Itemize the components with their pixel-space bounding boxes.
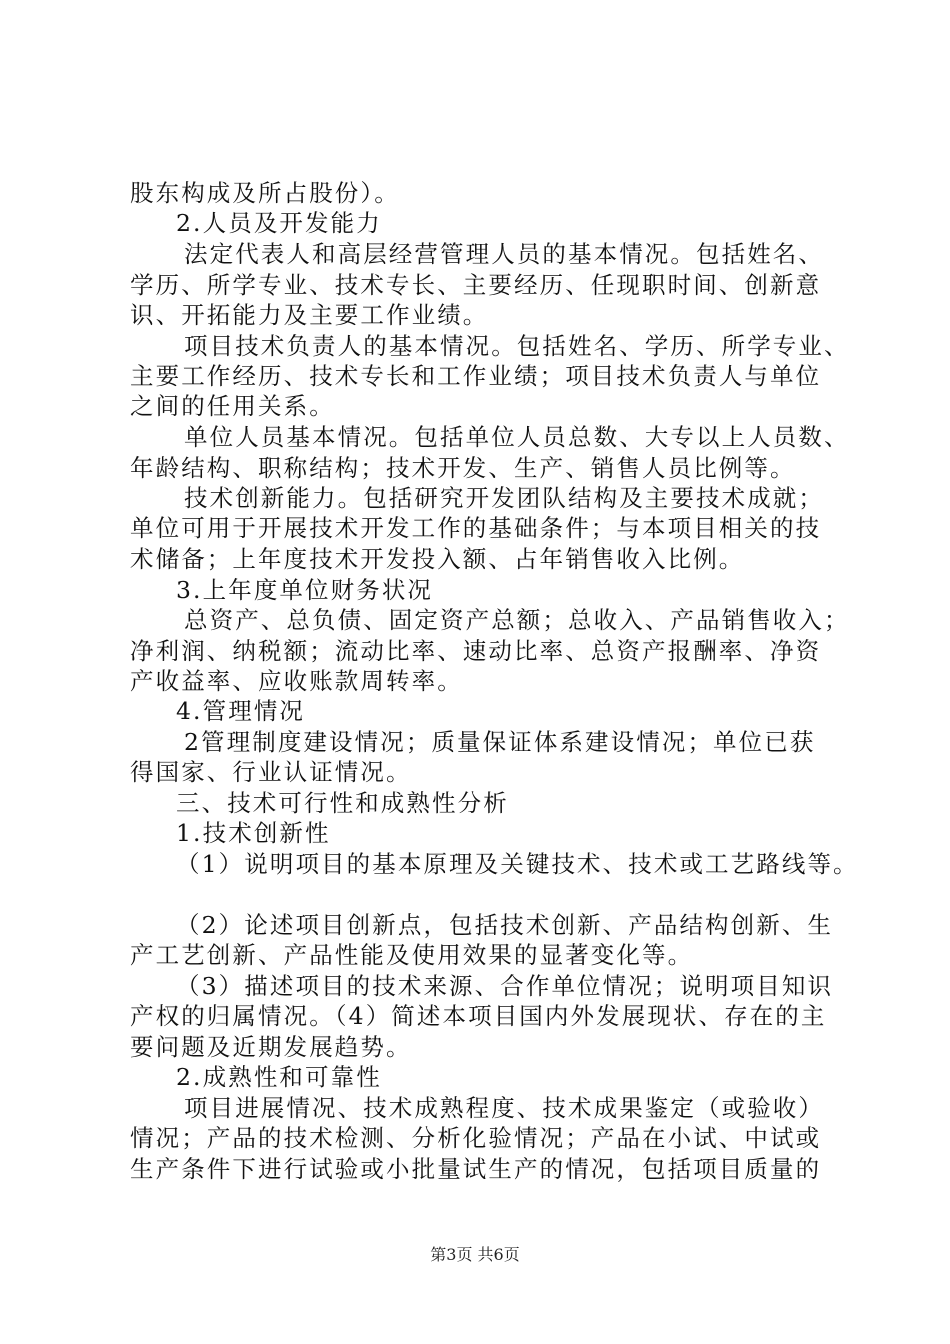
section-heading: 4.管理情况 (176, 697, 306, 725)
text-line: 之间的任用关系。 (130, 392, 335, 420)
text-line: 产收益率、应收账款周转率。 (130, 667, 463, 695)
page-number-footer: 第3页 共6页 (430, 1245, 520, 1264)
text-line: （1）说明项目的基本原理及关键技术、技术或工艺路线等。 (176, 850, 859, 878)
section-heading: 1.技术创新性 (176, 819, 331, 847)
text-line: 技术创新能力。包括研究开发团队结构及主要技术成就； (184, 484, 824, 512)
text-line: 术储备；上年度技术开发投入额、占年销售收入比例。 (130, 545, 745, 573)
text-line: 得国家、行业认证情况。 (130, 758, 412, 786)
text-line: 单位人员基本情况。包括单位人员总数、大专以上人员数、 (184, 423, 850, 451)
text-line: 净利润、纳税额；流动比率、速动比率、总资产报酬率、净资 (130, 637, 822, 665)
text-line: 要问题及近期发展趋势。 (130, 1033, 412, 1061)
section-heading: 2.人员及开发能力 (176, 209, 382, 237)
text-line: 年龄结构、职称结构；技术开发、生产、销售人员比例等。 (130, 454, 796, 482)
text-line: （3）描述项目的技术来源、合作单位情况；说明项目知识 (176, 972, 834, 1000)
text-line: （2）论述项目创新点，包括技术创新、产品结构创新、生 (176, 911, 834, 939)
text-line: 单位可用于开展技术开发工作的基础条件；与本项目相关的技 (130, 514, 822, 542)
text-line: 产工艺创新、产品性能及使用效果的显著变化等。 (130, 941, 694, 969)
text-line: 2管理制度建设情况；质量保证体系建设情况；单位已获 (184, 728, 816, 756)
text-line: 生产条件下进行试验或小批量试生产的情况，包括项目质量的 (130, 1155, 822, 1183)
text-line: 项目技术负责人的基本情况。包括姓名、学历、所学专业、 (184, 332, 850, 360)
text-line: 情况；产品的技术检测、分析化验情况；产品在小试、中试或 (130, 1124, 822, 1152)
section-heading: 三、技术可行性和成熟性分析 (176, 789, 509, 817)
text-line: 总资产、总负债、固定资产总额；总收入、产品销售收入； (184, 606, 850, 634)
text-line: 法定代表人和高层经营管理人员的基本情况。包括姓名、 (184, 240, 824, 268)
section-heading: 3.上年度单位财务状况 (176, 576, 434, 604)
text-line: 项目进展情况、技术成熟程度、技术成果鉴定（或验收） (184, 1094, 824, 1122)
text-line: 学历、所学专业、技术专长、主要经历、任现职时间、创新意 (130, 271, 822, 299)
text-line: 主要工作经历、技术专长和工作业绩；项目技术负责人与单位 (130, 362, 822, 390)
text-line: 股东构成及所占股份）。 (130, 179, 400, 207)
section-heading: 2.成熟性和可靠性 (176, 1063, 382, 1091)
text-line: 产权的归属情况。（4）简述本项目国内外发展现状、存在的主 (130, 1002, 827, 1030)
text-line: 识、开拓能力及主要工作业绩。 (130, 301, 489, 329)
